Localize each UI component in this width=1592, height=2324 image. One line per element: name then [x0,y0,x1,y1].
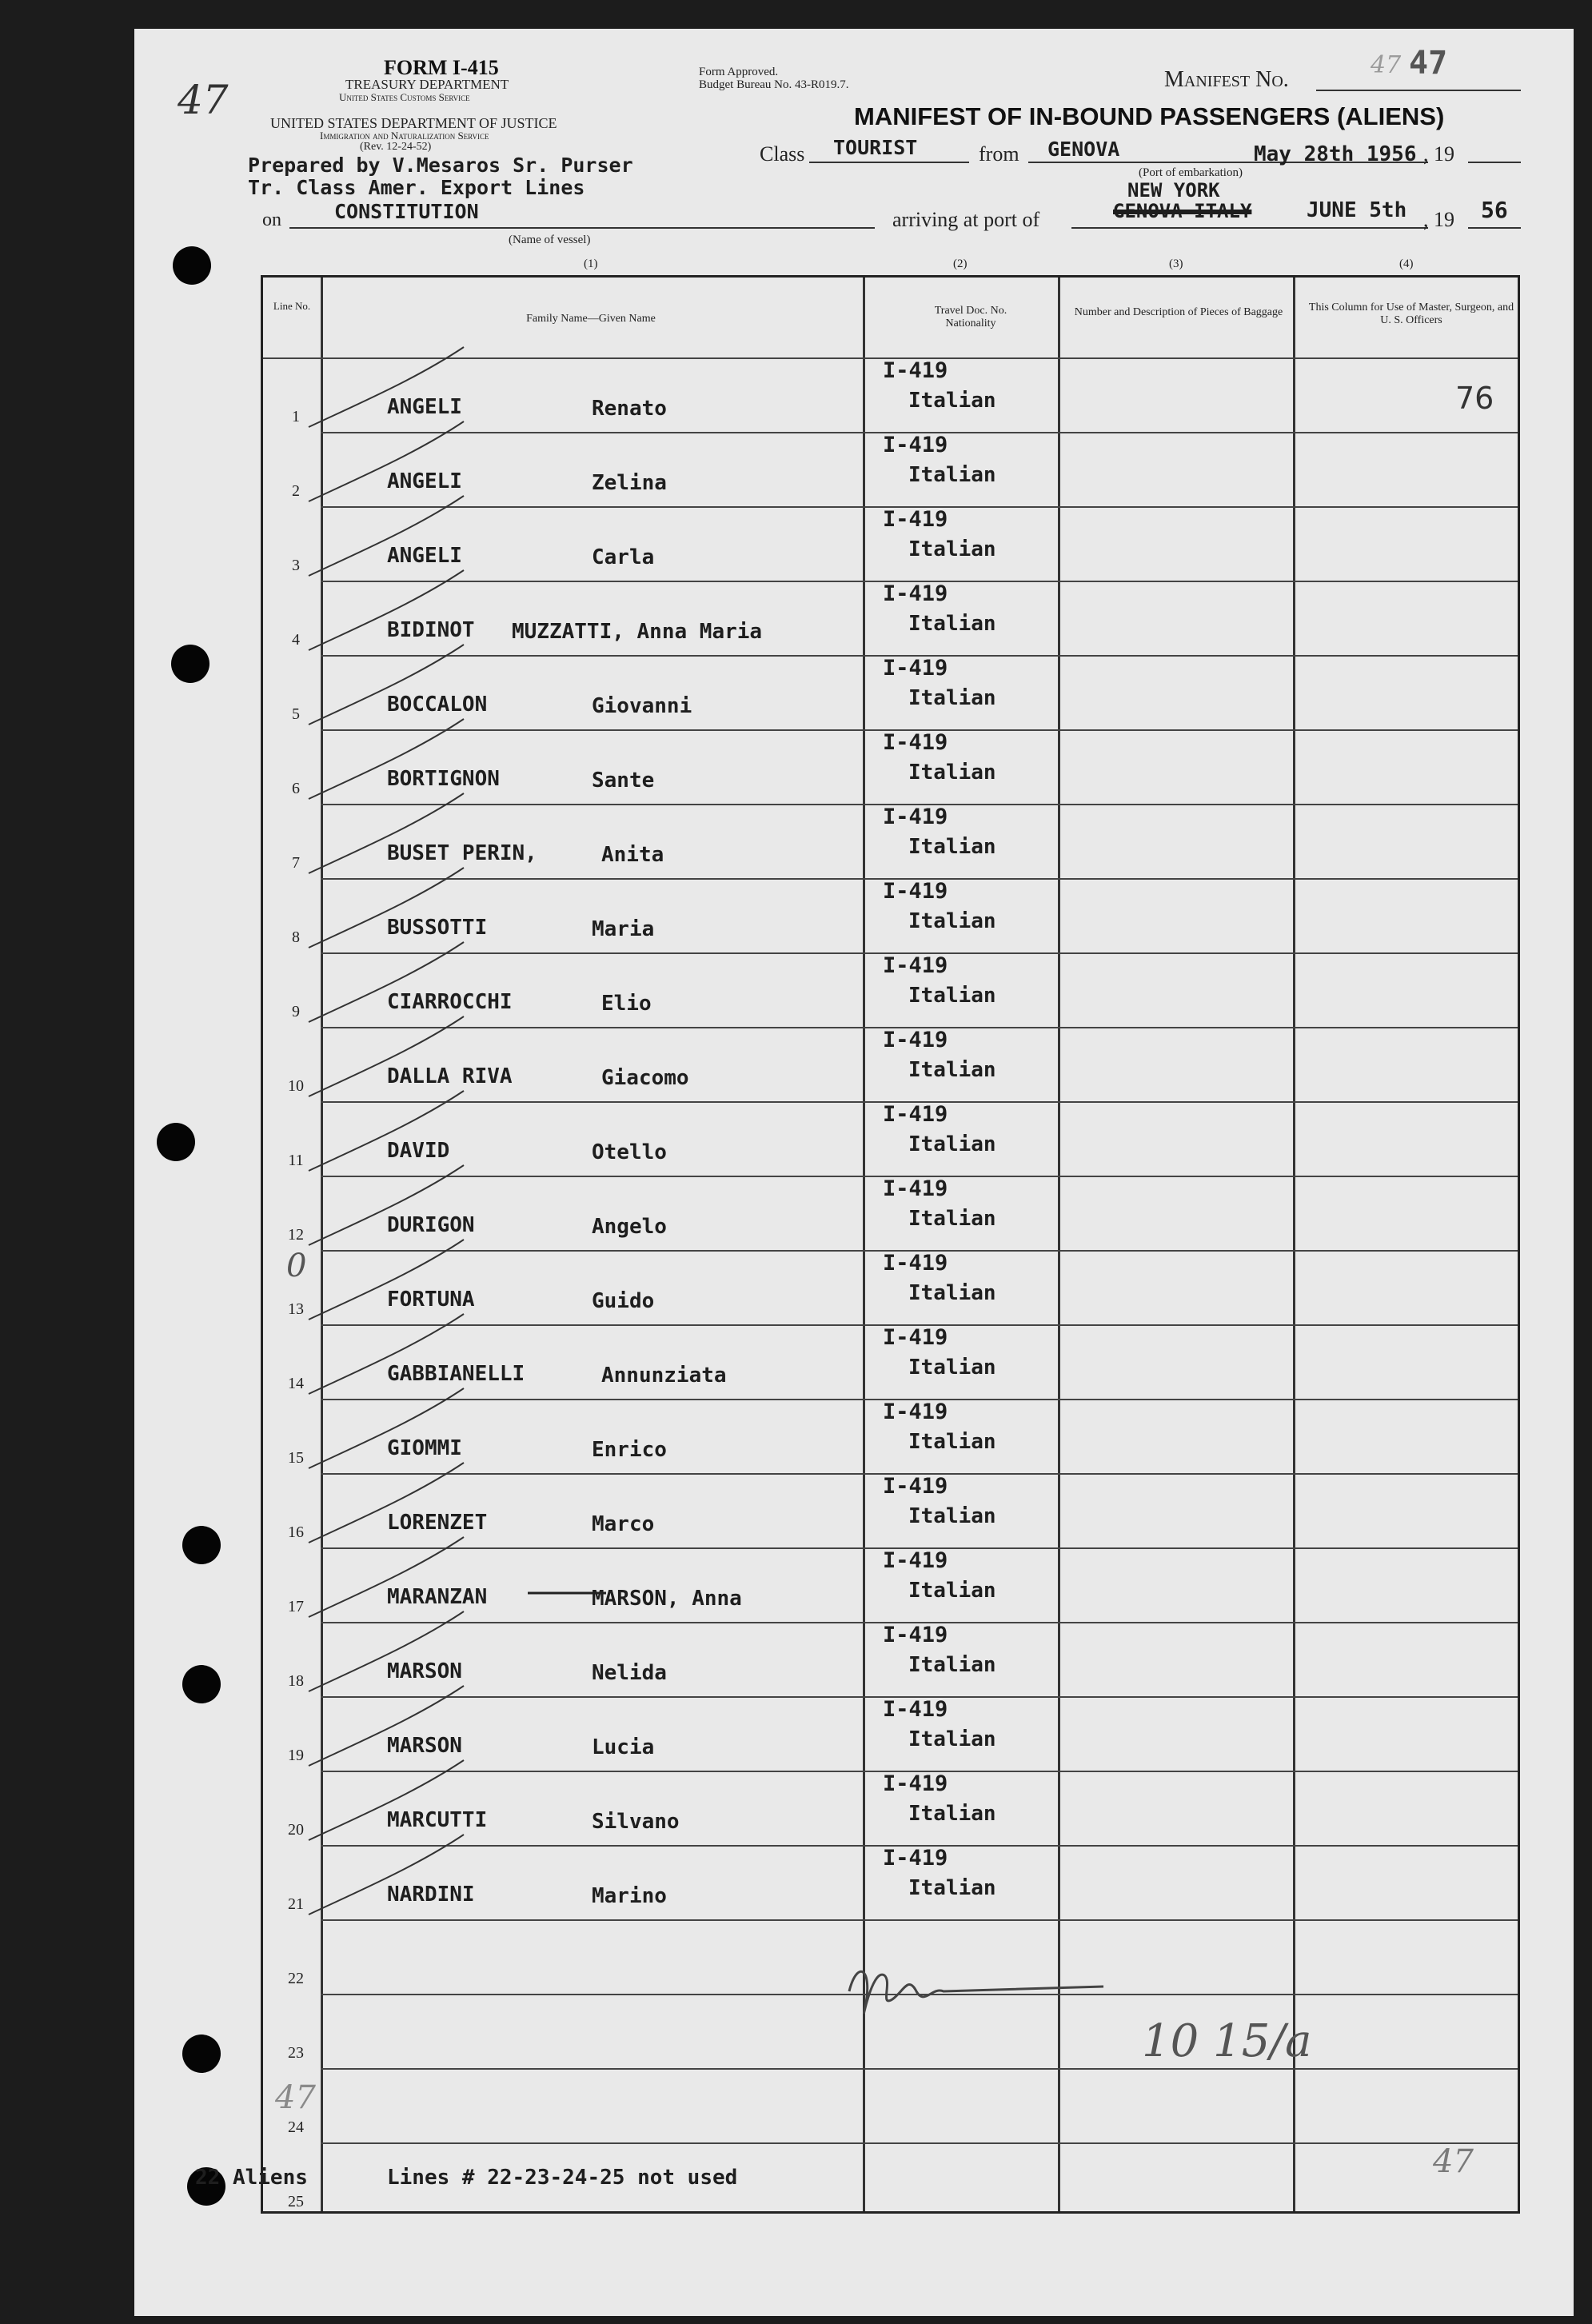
nationality: Italian [908,1876,996,1900]
travel-doc: I-419 [883,1846,948,1871]
given-name: Elio [601,992,652,1016]
family-name: CIARROCCHI [387,990,513,1014]
given-name: Zelina [592,471,667,495]
family-name: GIOMMI [387,1436,462,1460]
given-name: Silvano [592,1810,680,1834]
family-name: BOCCALON [387,693,488,717]
year-prefix-1: , 19 [1423,142,1454,166]
nationality: Italian [908,1653,996,1677]
nationality: Italian [908,1356,996,1380]
check-stroke [309,1611,464,1691]
nationality: Italian [908,909,996,933]
embark-date: May 28th 1956 [1254,142,1417,166]
travel-doc: I-419 [883,1623,948,1647]
nationality: Italian [908,612,996,636]
family-name: DURIGON [387,1213,475,1237]
line-number: 17 [288,1598,304,1615]
check-stroke [309,1091,464,1171]
line-number: 12 [288,1226,304,1244]
header-officers: This Column for Use of Master, Surgeon, and U. S. Officers [1308,301,1514,326]
row13-mark: 0 [286,1248,307,1284]
manifest-no-label: Manifest No. [1164,67,1289,92]
travel-doc: I-419 [883,805,948,829]
nationality: Italian [908,1727,996,1751]
travel-doc: I-419 [883,433,948,457]
ins-label: Immigration and Naturalization Service [320,130,489,142]
check-stroke [309,1537,464,1617]
port-embark-label: (Port of embarkation) [1139,166,1243,179]
travel-doc: I-419 [883,879,948,904]
family-name: BORTIGNON [387,767,500,791]
nationality: Italian [908,463,996,487]
line-number: 18 [288,1672,304,1690]
given-name: Giovanni [592,694,692,718]
line-number: 9 [292,1003,300,1020]
travel-doc: I-419 [883,507,948,532]
travel-doc: I-419 [883,1548,948,1573]
given-name: Marco [592,1512,655,1536]
family-name: GABBIANELLI [387,1362,525,1386]
check-stroke [309,942,464,1022]
given-name: Renato [592,397,667,421]
form-number: FORM I-415 [384,56,499,79]
nationality: Italian [908,1281,996,1305]
check-stroke [309,719,464,799]
left-47: 47 [275,2079,316,2116]
budget-bureau: Budget Bureau No. 43-R019.7. [699,78,849,91]
not-used-note: Lines # 22-23-24-25 not used [387,2166,738,2190]
travel-doc: I-419 [883,1251,948,1276]
family-name: BUSET PERIN, [387,841,537,865]
nationality: Italian [908,1579,996,1603]
travel-doc: I-419 [883,953,948,978]
check-stroke [309,421,464,501]
travel-doc: I-419 [883,1325,948,1350]
col1-number: (1) [584,258,598,270]
family-name: LORENZET [387,1511,488,1535]
check-stroke [309,793,464,873]
line-number: 15 [288,1449,304,1467]
family-name: FORTUNA [387,1288,475,1312]
check-stroke [309,347,464,427]
given-name: Anita [601,843,664,867]
line-number: 5 [292,705,300,723]
treasury-label: TREASURY DEPARTMENT [345,77,509,92]
check-stroke [309,1760,464,1840]
travel-doc: I-419 [883,1697,948,1722]
arrival-date: JUNE 5th [1307,198,1407,222]
given-name: Carla [592,545,655,569]
header-baggage: Number and Description of Pieces of Baggage [1074,306,1283,318]
line-number: 20 [288,1821,304,1839]
family-name: MARCUTTI [387,1808,488,1832]
line-number: 1 [292,408,300,425]
vessel-name: CONSTITUTION [334,200,479,223]
nationality: Italian [908,835,996,859]
line-number: 4 [292,631,300,649]
check-stroke [309,570,464,650]
arriving-label: arriving at port of [892,208,1040,231]
check-stroke [309,1835,464,1915]
col3-number: (3) [1169,258,1183,270]
travel-doc: I-419 [883,358,948,383]
doj-label: UNITED STATES DEPARTMENT OF JUSTICE [270,115,557,131]
nationality: Italian [908,984,996,1008]
vessel-label: (Name of vessel) [509,234,591,246]
arriving-struck: GENOVA ITALY [1113,200,1252,222]
given-name: Annunziata [601,1364,727,1388]
given-name: MUZZATTI, Anna Maria [512,620,763,644]
prepared-by: Prepared by V.Mesaros Sr. Purser [248,154,633,177]
given-name: Lucia [592,1735,655,1759]
nationality: Italian [908,1058,996,1082]
family-name: MARSON [387,1659,462,1683]
class-label: Class [760,142,805,166]
travel-doc: I-419 [883,656,948,681]
arriving-port-value: NEW YORK [1127,179,1220,202]
family-name: MARSON [387,1734,462,1758]
family-name: NARDINI [387,1883,475,1907]
check-stroke [309,1165,464,1245]
fraction-note: 10 15/a [1142,2015,1312,2067]
family-name: BIDINOT [387,618,475,642]
nationality: Italian [908,761,996,785]
given-name: Enrico [592,1438,667,1462]
given-name: MARSON, Anna [592,1587,742,1611]
manifest-no-value: 47 [1409,45,1448,82]
customs-label: United States Customs Service [339,91,470,103]
line-number: 16 [288,1523,304,1541]
line-number: 23 [288,2044,304,2062]
travel-doc: I-419 [883,581,948,606]
line-number: 7 [292,854,300,872]
given-name: Guido [592,1289,655,1313]
line-number: 24 [288,2118,304,2136]
manifest-no-faint: 47 [1371,51,1402,79]
family-name: MARANZAN [387,1585,488,1609]
check-stroke [309,1016,464,1096]
line-number: 8 [292,928,300,946]
line-number: 11 [288,1152,304,1169]
on-label: on [262,210,281,230]
row1-officer-mark: 76 [1455,381,1494,416]
arrival-year: 56 [1481,197,1508,223]
check-stroke [309,496,464,576]
check-stroke [309,1388,464,1468]
line-number: 25 [288,2193,304,2210]
travel-doc: I-419 [883,1176,948,1201]
given-name: Angelo [592,1215,667,1239]
given-name: Sante [592,769,655,793]
family-name: ANGELI [387,469,462,493]
total-aliens: 22 Aliens [195,2166,308,2190]
nationality: Italian [908,1802,996,1826]
line-number: 10 [288,1077,304,1095]
header-name: Family Name—Given Name [526,313,656,325]
signature-scribble [849,1971,1103,2012]
nationality: Italian [908,389,996,413]
nationality: Italian [908,1207,996,1231]
line-number: 6 [292,780,300,797]
nationality: Italian [908,686,996,710]
given-name: Marino [592,1884,667,1908]
col4-number: (4) [1399,258,1414,270]
check-stroke [309,868,464,948]
given-name: Giacomo [601,1066,689,1090]
travel-doc: I-419 [883,730,948,755]
nationality: Italian [908,1132,996,1156]
year-prefix-2: , 19 [1423,208,1454,231]
nationality: Italian [908,1504,996,1528]
from-value: GENOVA [1047,138,1120,161]
check-stroke [309,1686,464,1766]
line-number: 19 [288,1747,304,1764]
line-number: 14 [288,1375,304,1392]
travel-doc: I-419 [883,1400,948,1424]
revision-label: (Rev. 12-24-52) [360,141,432,153]
check-stroke [309,645,464,725]
right-47: 47 [1433,2143,1474,2180]
family-name: DALLA RIVA [387,1064,513,1088]
class-value: TOURIST [833,136,918,159]
travel-doc: I-419 [883,1102,948,1127]
family-name: DAVID [387,1139,450,1163]
check-stroke [309,1314,464,1394]
travel-doc: I-419 [883,1474,948,1499]
manifest-title: MANIFEST OF IN-BOUND PASSENGERS (ALIENS) [854,102,1445,130]
header-travel-doc: Travel Doc. No. Nationality [934,305,1007,329]
family-name: ANGELI [387,395,462,419]
line-number: 13 [288,1300,304,1318]
travel-doc: I-419 [883,1028,948,1052]
check-stroke [309,1463,464,1543]
given-name: Otello [592,1140,667,1164]
margin-note: 47 [178,77,229,123]
given-name: Nelida [592,1661,667,1685]
line-number: 22 [288,1970,304,1987]
header-line-no: Line No. [273,300,311,312]
from-label: from [979,142,1019,166]
nationality: Italian [908,1430,996,1454]
line-number: 3 [292,557,300,574]
prepared-line-2: Tr. Class Amer. Export Lines [248,176,585,199]
col2-number: (2) [953,258,968,270]
check-stroke [309,1240,464,1320]
line-number: 21 [288,1895,304,1913]
form-approved: Form Approved. [699,66,779,78]
travel-doc: I-419 [883,1771,948,1796]
nationality: Italian [908,537,996,561]
family-name: ANGELI [387,544,462,568]
line-number: 2 [292,482,300,500]
family-name: BUSSOTTI [387,916,488,940]
given-name: Maria [592,917,655,941]
